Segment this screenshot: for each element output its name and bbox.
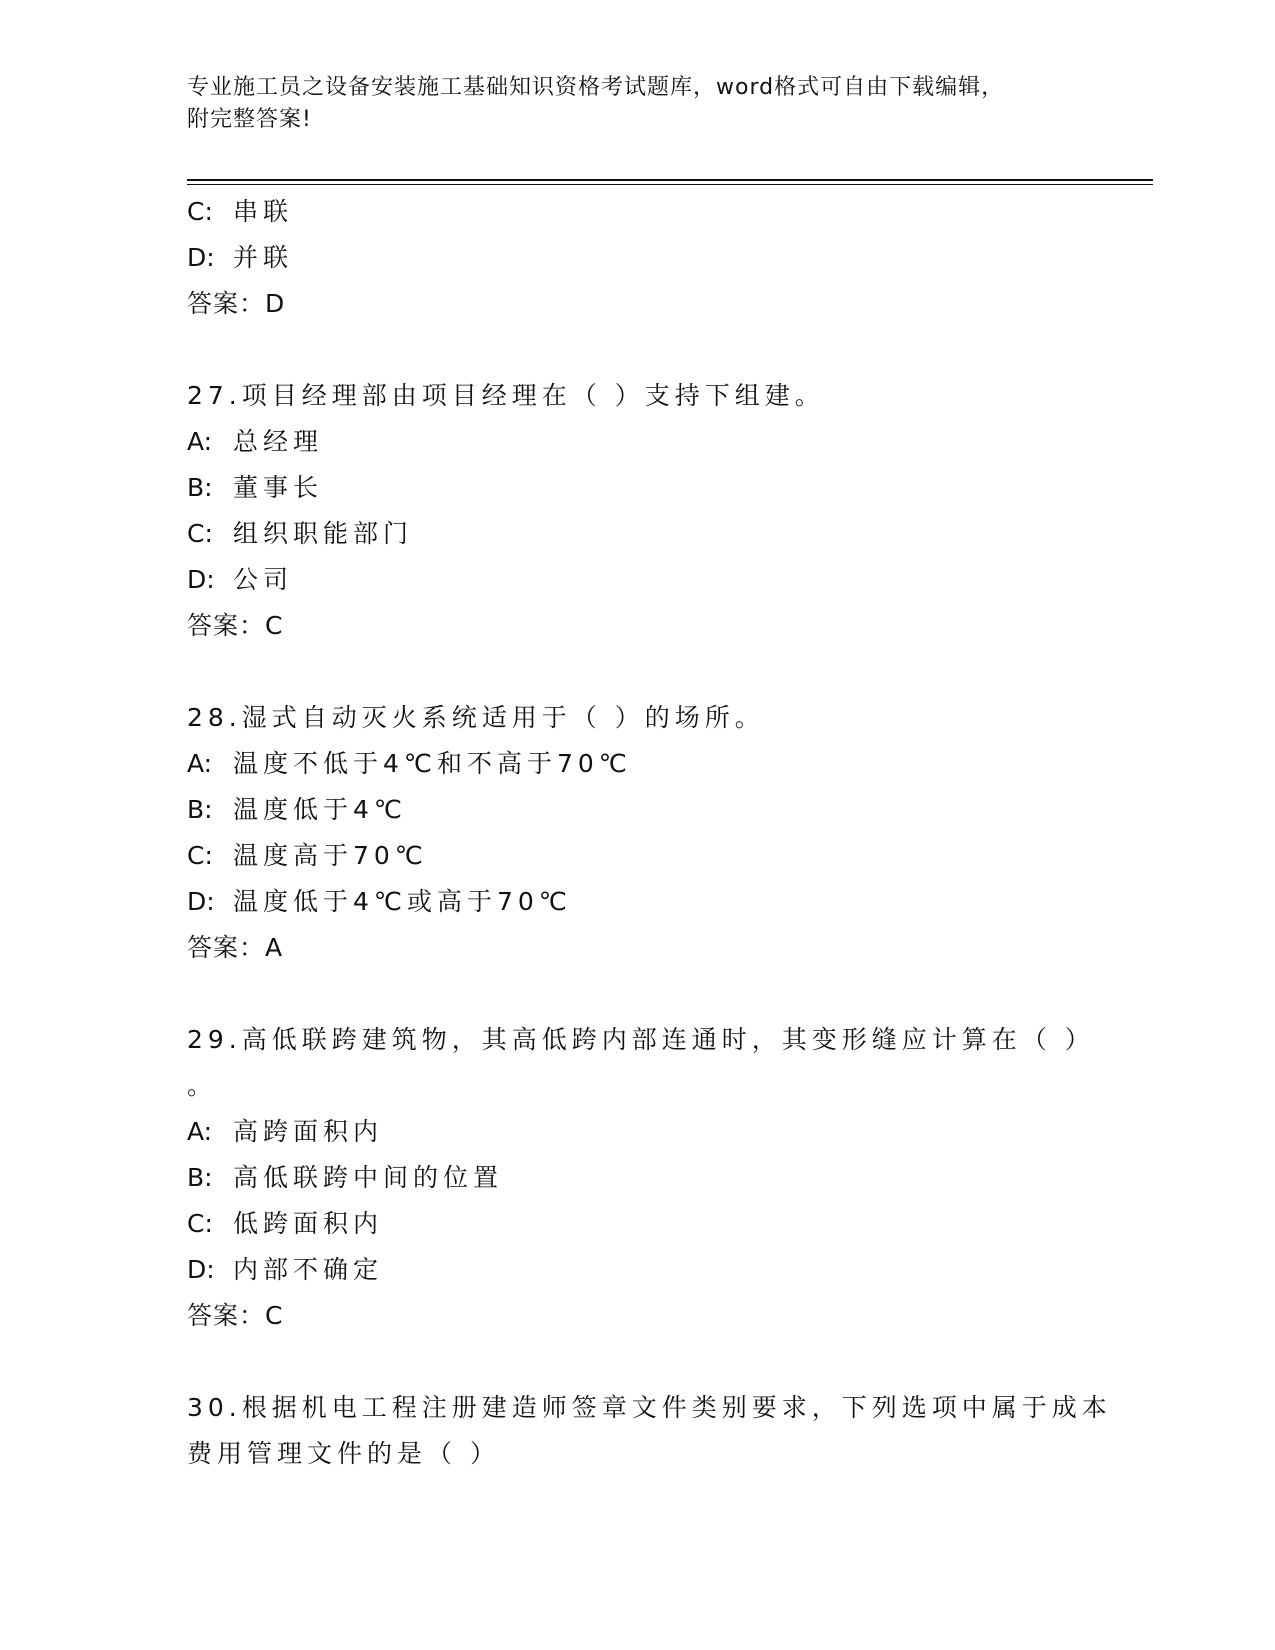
header-rule-thick	[187, 179, 1153, 181]
option-d: D: 内部不确定	[187, 1255, 384, 1284]
question-text-line-2: 费用管理文件的是（ ）	[187, 1439, 500, 1468]
option-b: B: 温度低于4℃	[187, 795, 407, 824]
option-b: B: 董事长	[187, 473, 324, 502]
header-line-1: 专业施工员之设备安装施工基础知识资格考试题库，word格式可自由下载编辑，	[187, 75, 1005, 100]
option-c: C: 串联	[187, 197, 294, 226]
question-30	[187, 1385, 1112, 1477]
question-28	[187, 695, 1087, 971]
option-c: C: 温度高于70℃	[187, 841, 428, 870]
answer: 答案：A	[187, 933, 284, 962]
page-header	[187, 72, 1067, 136]
option-a: A: 总经理	[187, 427, 324, 456]
question-text-line-1: 29.高低联跨建筑物，其高低跨内部连通时，其变形缝应计算在（ ）	[187, 1025, 1095, 1054]
question-text: 28.湿式自动灭火系统适用于（ ）的场所。	[187, 703, 765, 732]
question-text: 27.项目经理部由项目经理在（ ）支持下组建。	[187, 381, 825, 410]
option-a: A: 温度不低于4℃和不高于70℃	[187, 749, 632, 778]
option-d: D: 并联	[187, 243, 294, 272]
question-list	[187, 189, 1112, 1477]
answer: 答案：D	[187, 289, 286, 318]
answer: 答案：C	[187, 1301, 284, 1330]
answer: 答案：C	[187, 611, 284, 640]
option-c: C: 组织职能部门	[187, 519, 414, 548]
option-d: D: 温度低于4℃或高于70℃	[187, 887, 572, 916]
header-rule-thin	[187, 184, 1153, 185]
question-26-tail	[187, 189, 1087, 327]
option-a: A: 高跨面积内	[187, 1117, 384, 1146]
question-27	[187, 373, 1087, 649]
header-line-2: 附完整答案!	[187, 107, 312, 132]
question-text-line-1: 30.根据机电工程注册建造师签章文件类别要求，下列选项中属于成本	[187, 1393, 1112, 1422]
option-c: C: 低跨面积内	[187, 1209, 384, 1238]
option-b: B: 高低联跨中间的位置	[187, 1163, 504, 1192]
question-text-line-2: 。	[187, 1071, 218, 1100]
option-d: D: 公司	[187, 565, 294, 594]
question-29	[187, 1017, 1095, 1339]
